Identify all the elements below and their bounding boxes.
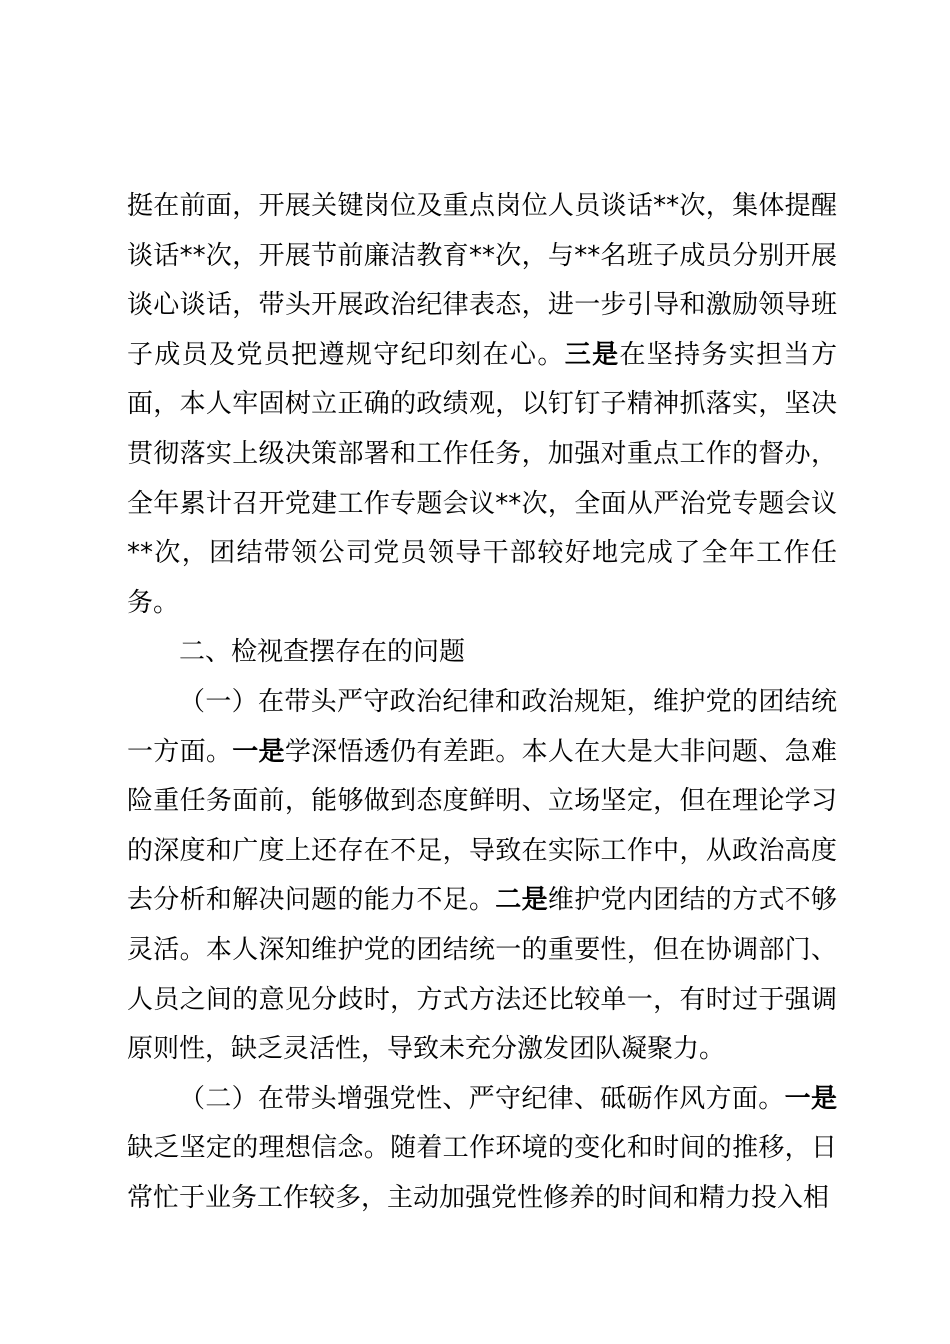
bold-marker: 一是	[784, 1083, 837, 1114]
section-heading	[127, 628, 837, 678]
text-segment: 缺乏坚定的理想信念。随着工作环境的变化和时间的推移，日常忙于业务工作较多，主动加强党性修养的时间和精力投入相	[127, 1133, 837, 1213]
text-segment: （一）在带头严守政治纪律和政治规矩，维护党的团结统一方面。	[127, 686, 837, 767]
text-segment: 学深悟透仍有差距。本人在大是大非问题、急难险重任务面前，能够做到态度鲜明、立场坚定，但在理论学习的深度和广度上还存在不足，导致在实际工作中，从政治高度去分析和解决问题的能力不足。	[127, 736, 837, 916]
text-segment: 挺在前面，开展关键岗位及重点岗位人员谈话**次，集体提醒谈话**次，开展节前廉洁教育**次，与**名班子成员分别开展谈心谈话，带头开展政治纪律表态，进一步引导和激励领导班子成员及党员把遵规守纪印刻在心。	[127, 191, 837, 370]
bold-marker: 一是	[232, 736, 285, 767]
bold-marker: 二是	[495, 885, 548, 916]
paragraph-political-discipline	[127, 678, 837, 1075]
text-segment: 在坚持务实担当方面，本人牢固树立正确的政绩观，以钉钉子精神抓落实，坚决贯彻落实上级决策部署和工作任务，加强对重点工作的督办，全年累计召开党建工作专题会议**次，全面从严治党专题会议**次，团结带领公司党员领导干部较好地完成了全年工作任务。	[127, 339, 837, 618]
document-body	[127, 182, 837, 1223]
bold-marker: 三是	[564, 339, 620, 370]
paragraph-party-spirit	[127, 1075, 837, 1224]
text-segment: （二）在带头增强党性、严守纪律、砥砺作风方面。	[179, 1083, 785, 1114]
paragraph-continuation	[127, 182, 837, 628]
text-segment: 维护党内团结的方式不够灵活。本人深知维护党的团结统一的重要性，但在协调部门、人员之间的意见分歧时，方式方法还比较单一，有时过于强调原则性，缺乏灵活性，导致未充分激发团队凝聚力。	[127, 885, 837, 1065]
heading-text: 二、检视查摆存在的问题	[179, 637, 466, 668]
